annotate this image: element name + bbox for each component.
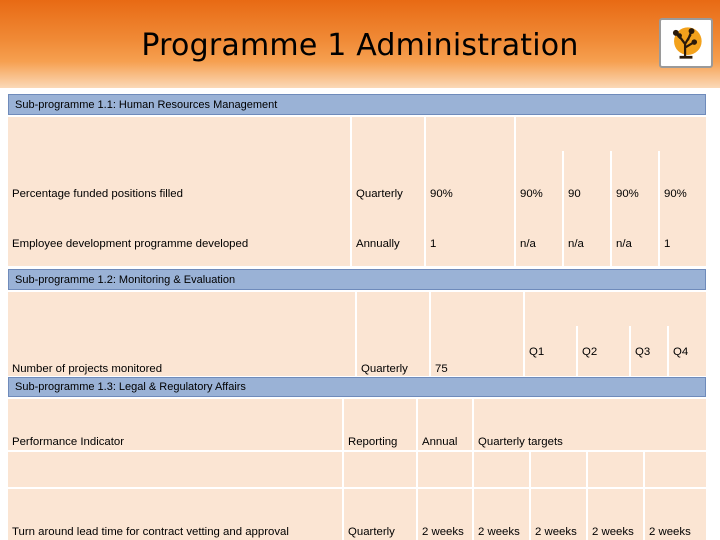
q4-values [645,452,706,487]
q2-values [531,452,586,487]
indicator-item: Number of projects monitored [12,363,163,376]
period-column-header [357,292,429,326]
q3-values [588,489,643,540]
q2-values [531,489,586,540]
period-value: Quarterly [361,363,408,376]
q3-value: 2 weeks [592,526,634,539]
target-value: 90% [430,188,453,201]
indicator-column-header [8,117,350,151]
indicator-item: Employee development programme developed [12,237,249,250]
quarterly-column-header [516,117,706,151]
target-values [418,489,472,540]
q3-values [588,452,643,487]
q1-values [474,489,529,540]
indicator-list [8,151,350,266]
indicator-list [8,452,342,487]
target-column-header [426,117,514,151]
q1-values [525,309,576,376]
indicator-list [8,489,342,540]
period-value: Quarterly [348,526,395,539]
period-column-header [352,117,424,151]
q4-value: 90% [664,188,687,201]
q2-value: n/a [568,237,584,250]
target-values [431,326,523,376]
q1-values [516,151,562,266]
q2-value: 2 weeks [535,526,577,539]
q2-value: 90 [568,188,581,201]
target-value: 1 [430,237,437,250]
q3-value: 90% [616,188,639,201]
target-value: 75 [435,363,448,376]
q4-values [645,489,706,540]
q3-value: n/a [616,237,632,250]
indicator-column-header [8,292,355,326]
q1-values [474,452,529,487]
target-header-line: Annual [422,436,458,449]
indicator-column-header [8,399,342,450]
q4-value: 2 weeks [649,526,691,539]
quarterly-header-label: Quarterly targets [478,436,563,449]
target-values [426,151,514,266]
quarterly-column-header [474,399,706,450]
quarter-label: Q1 [529,346,545,359]
target-values [418,452,472,487]
target-value: 2 weeks [422,526,464,539]
subprogramme-1-3-header: Sub-programme 1.3: Legal & Regulatory Affairs [8,377,706,397]
quarter-label: Q3 [635,346,651,359]
page-title: Programme 1 Administration [141,28,579,63]
target-column-header [418,399,472,450]
q2-values [564,151,610,266]
period-column-header [344,399,416,450]
indicator-item: Turn around lead time for contract vetting and approval [12,526,289,539]
indicator-item: Percentage funded positions filled [12,188,183,201]
q1-value: n/a [520,237,536,250]
q4-values [660,151,706,266]
q1-value: 2 weeks [478,526,520,539]
indicator-header-label: Performance Indicator [12,436,125,449]
q2-values [578,309,629,376]
tree-logo-icon [661,20,711,66]
q1-value: 90% [520,188,543,201]
q4-value: 1 [664,237,671,250]
q3-values [631,309,667,376]
period-values [357,326,429,376]
period-values [344,452,416,487]
organisation-logo [659,18,713,68]
period-values [352,151,424,266]
target-column-header [431,292,523,326]
subprogramme-1-1-header: Sub-programme 1.1: Human Resources Management [8,94,706,115]
period-header-line: Reporting [348,436,398,449]
quarter-label: Q2 [582,346,598,359]
q3-values [612,151,658,266]
subprogramme-1-2-header: Sub-programme 1.2: Monitoring & Evaluation [8,269,706,290]
period-value: Annually [356,237,400,250]
q4-values [669,309,706,376]
period-values [344,489,416,540]
indicator-list [8,326,355,376]
period-value: Quarterly [356,188,403,201]
quarter-label: Q4 [673,346,689,359]
